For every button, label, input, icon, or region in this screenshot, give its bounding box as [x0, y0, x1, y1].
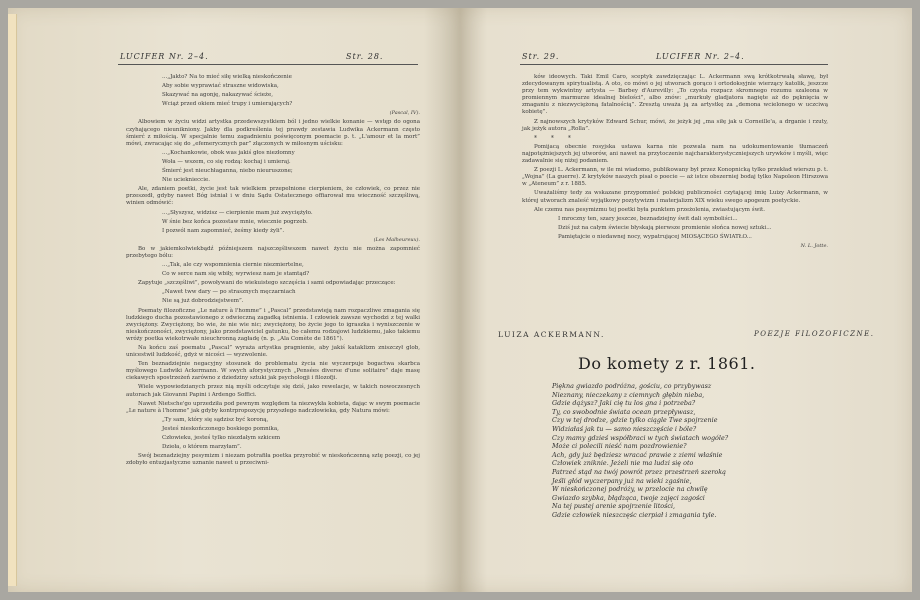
left-page	[8, 8, 460, 592]
poem-line: Ach, gdy już będziesz wracać prawie z ziemi właśnie	[552, 450, 723, 459]
running-head-title: LUCIFER Nr. 2–4.	[120, 52, 209, 61]
verse-line: „Nawet tww dary — po strasznych męczarniach	[162, 289, 296, 296]
page-number: Str. 28.	[346, 52, 384, 61]
verse-line: I pozwól nam zapomnieć, żeśmy kiedy żyli”.	[162, 227, 285, 234]
paragraph: Z najnowszych krytyków Edward Schur, mówi, że jeżyk jej „ma siłę jak u Corneille'a, a drganie i rzuty, jak jeżyk autora „Rolla”.	[522, 118, 828, 132]
signature: N. L. Jotte.	[800, 242, 828, 249]
verse-line: Człowieku, jesteś tylko niezdałym szkicem	[162, 435, 281, 442]
verse-line: Dziś już na całym świecie błyskają pierwsze promienie słońca nowej sztuki...	[558, 224, 772, 231]
right-page	[460, 8, 912, 592]
verse-line: Skazywać na agonję, nakazywać ścieże,	[162, 92, 273, 99]
verse-line: ...„Słyszysz, widzisz — cierpienie mam już zwyciężyło.	[162, 209, 313, 216]
poem-line: Czy w tej drodze, gdzie tylko ciągle Twe spojrzenie	[552, 416, 718, 425]
running-head-title: LUCIFER Nr. 2–4.	[656, 52, 745, 61]
poem-line: Ty, co swobodnie świata ocean przepływasz,	[552, 407, 696, 416]
verse-line: Nie są już dobrodziejstwem”.	[162, 298, 244, 305]
paragraph: Pomijacą obecnie rosyjska ustawa karna nie pozwala nam na udokumentowanie tłumaczeń najpotężniejszych jej utworów, ani nawet na przytoczenie najcharakterystyczniejszych urywków i myśli, więc zadawalnie się niżej podaniem.	[522, 143, 828, 165]
book-spread	[8, 8, 912, 592]
paragraph: Albowiem w życiu widzi artystka przedewszystkiem ból i jedno wielkie konanie — wstęp do ogona czyhającego nieunikniony. Jakby dla podkreślenia tej prawdy zestawia Ludwika Ackermann często śmierć z miłością. W specjalnie temu zagadnieniu poświęconym poemacie p. t. „L'amour et la mort” mówi, zwracając się do „efemerycznych par” złączonych w miłosnym uścisku:	[126, 119, 420, 147]
left-text-column	[126, 74, 420, 469]
page-edge	[8, 14, 17, 586]
poem-line: Może ci polecili nieść nam pozdrowienie?	[552, 442, 687, 451]
poem-author: LUIZA ACKERMANN.	[498, 330, 605, 339]
verse-line: Co w serce nam się wbiły, wyrwiesz nam je stamtąd?	[162, 271, 310, 278]
paragraph: Ale czemu nas pesymizmu tej poetki była punktem przeżolenia, zwiastującym świt.	[534, 206, 766, 213]
verse-line: W śnie bez końca pozostaw mnie, wiecznie pogrzeb.	[162, 218, 308, 225]
paragraph: Uważaliśmy tedy za wskazane przypomnieć polskiej publiczności czytającej imię Luizy Ackermann, w której utworach znaleść wyjątkowy pozytywizm i materjalizm XIX wieku swego apogeum poetyckie.	[522, 190, 828, 204]
poem-line: Gdzie dążysz? Jaki cię tu los gna i potrzeba?	[552, 399, 696, 408]
paragraph: * * *	[534, 134, 577, 142]
poem-line: W nieskończonej podróży, w przelocie na chwilę	[552, 485, 708, 494]
verse-line: Nie ucieknieccie.	[162, 177, 211, 184]
signature: (Les Malheureux).	[373, 236, 420, 243]
poem-line: Piękna gwiazdo podróżna, gościu, co przybywasz	[552, 382, 712, 390]
verse-line: Śmierć jest nieuchłaganna, niebo nieuruszone;	[162, 168, 293, 175]
poem-line: Gdzie człowiek nieszczęśc cierpiał i zmagania tyle.	[552, 510, 717, 519]
paragraph: Poematy filozoficzne „Le nature à l'homme” i „Pascal” przedstawieją nam rozpaczliwe zmagania się ludzkiego ducha pozostawionego z odwieczną zagadką istnienia. I człowiek zawsze wychodzi z tej walki zwyciężony. Zwyciężony, bo wie, że nie wie nic; zwyciężony, bo życie jego to igraszka i wyniszczenie w nieskończoności, zwyciężony, jako przedstawiciel gatunku, bo całemu rodzajowi ludzkiemu, jako takiemu wróży poetka wiekotrwałe nieuchronną zagładę (n. p. „Ala Comète de 1861”).	[126, 307, 420, 342]
verse-line: ...„Jakto? Na to mieć siłę wielką nieskończenie	[162, 74, 292, 80]
poem-title: Do komety z r. 1861.	[578, 354, 756, 373]
paragraph: Swój beznadziejny pesymizm i niezam potrafiła poetka przyrobić w nieskończenną sztę poezji, co jej zdobyło entuzjastyczne uznanie nawet u przeciwni-	[126, 453, 420, 467]
poem-line: Człowiek zniknie. Jeżeli nie ma ludzi się oto	[552, 459, 694, 468]
page-number: Str. 29.	[522, 52, 560, 61]
right-text-column	[522, 74, 828, 252]
poem-series-title: POEZJE FILOZOFICZNE.	[754, 330, 875, 338]
paragraph: Nawet Nietsche'go uprzedziła pod pewnym względem ta niezwykła kobieta, dając w swym poemacie „Le nature à l'homme” jak gdyby kontrpropozycję przyszłego nadczłowieka, gdy Natura mówi:	[126, 400, 420, 414]
poem-line: Nieznany, nieczekany z ciemnych głębin nieba,	[552, 390, 705, 399]
paragraph: Na końcu zaś poematu „Pascal” wyraża artystka pragnienie, aby jakiś kataklizm zniszczył glob, unicestwił ludzkość, gdyż w nicości — wyzwolenie.	[126, 345, 420, 359]
poem-line: Czy mamy gdzieś współbraci w tych światach wogóle?	[552, 433, 729, 442]
paragraph: Zapytuje „szczęśliwi”, powoływani do wiekuistego szczęścia i sami odpowiadając przeczące:	[138, 280, 396, 287]
paragraph: Ten beznadziejnie negacyjny stosunek do problematu życia nie wyczerpuje bogactwa skarbca myślowego Ludwiki Ackermann. W swych aforystycznych „Pensées diverse d'une solitaire” daje masę ciekawych spostrzeżeń zarówno z dziedziny sztuki jak psychologji i filozofji.	[126, 361, 420, 382]
verse-line: Dzieła, o którem marzyłam”.	[162, 444, 242, 451]
signature: (Pascal, IV).	[389, 110, 420, 117]
poem-body	[552, 382, 728, 520]
verse-line: ...„Kochankowie, obok was jakiś głos niezłomny	[162, 149, 295, 156]
verse-line: ...„Tak, ale czy wspomnienia ciernie niezmiertelne,	[162, 262, 304, 269]
paragraph: Wiele wypowiedzianych przez nią myśli odczytuje się dziś, jako rewelacje, w takich nowoczesnych autorach jak Giovanni Papini i Ardengo Soffici.	[126, 384, 420, 398]
verse-line: Pamiętajcie o niedawnej nocy, wypatrującej MIOSĄCEGO ŚWIATŁO...	[558, 233, 752, 240]
header-rule	[118, 64, 418, 65]
paragraph: Ale, zdaniem poetki, życie jest tak wielkiem przepełnione cierpieniem, że człowiek, co przez nie przeszedł, gdyby nawet Bóg istniał i w dniu Sądu Ostatecznego offiarował mu wieczność szczęśliwą, winien odmówić:	[126, 186, 420, 207]
paragraph: Bo w jakiemkolwiekbądź późniejszem najszczęśliwszem nawet życiu nie można zapomnieć przebytego bólu:	[126, 245, 420, 259]
verse-line: I mroczny ten, szary jeszcze, beznadziejny świt dali symboliści...	[558, 215, 738, 222]
poem-line: Patrzeć stąd na twój powrót przez przestrzeń szeroką	[552, 467, 726, 476]
verse-line: Jesteś nieskończonego boskiego pomnika,	[162, 425, 279, 432]
header-rule	[520, 64, 828, 65]
verse-line: Woła — wszem, co się rodzą: kochaj i umieraj.	[162, 158, 291, 165]
poem-line: Widziałaś jak tu — samo nieszczęście i bóle?	[552, 424, 697, 433]
paragraph: ków ideowych. Taki Emil Caro, sceptyk zawdzięczając L. Ackermann swą krótkotrwałą sławę, był zdecydowanym spirytualistą. A oto, co mówi o jej utworach gorąco i ortodoksyjnie wierzący katolik, jeszcze przy tem wykwintny artysta — Barbey d'Aurevilly: „To czysta rozpacz skromnego rozumu szaleona w promiennym marmurze idealnej bielości”, albo znów: „murkuły gladjatora nagięte aż do pęknięcia w zmaganiu z niezwyciężoną fatalnością”. Zresztą uważa ją za artystkę za „demona wcielonego w uczciwą kobietę”.	[522, 74, 828, 116]
poem-line: Gwiazdo szybka, błądząca, twoje zajęci zagości	[552, 493, 705, 502]
verse-line: „Ty sam, który się sądzisz być koroną,	[162, 416, 269, 423]
poem-line: Na tej pustej arenie spojrzenie litości,	[552, 502, 676, 511]
poem-line: Jeśli głód wyczerpany już na wieki zgaśnie,	[552, 476, 692, 485]
verse-line: Aby sobie wyprawiać straszne widowiska,	[162, 83, 279, 90]
paragraph: Z poezji L. Ackermann, w ile mi wiadomo, publikowany był przez Konopnicką tylko przekład wierszu p. t. „Wojna” (La guerre). Z krytyków naszych pisał o poecie — aż istce obszerniej bodaj tylko Napoleon Hirszowa w „Ateneum” z r. 1885.	[522, 167, 828, 188]
verse-line: Wciąż przed okiem mieć trupy i umierających?	[162, 101, 293, 108]
